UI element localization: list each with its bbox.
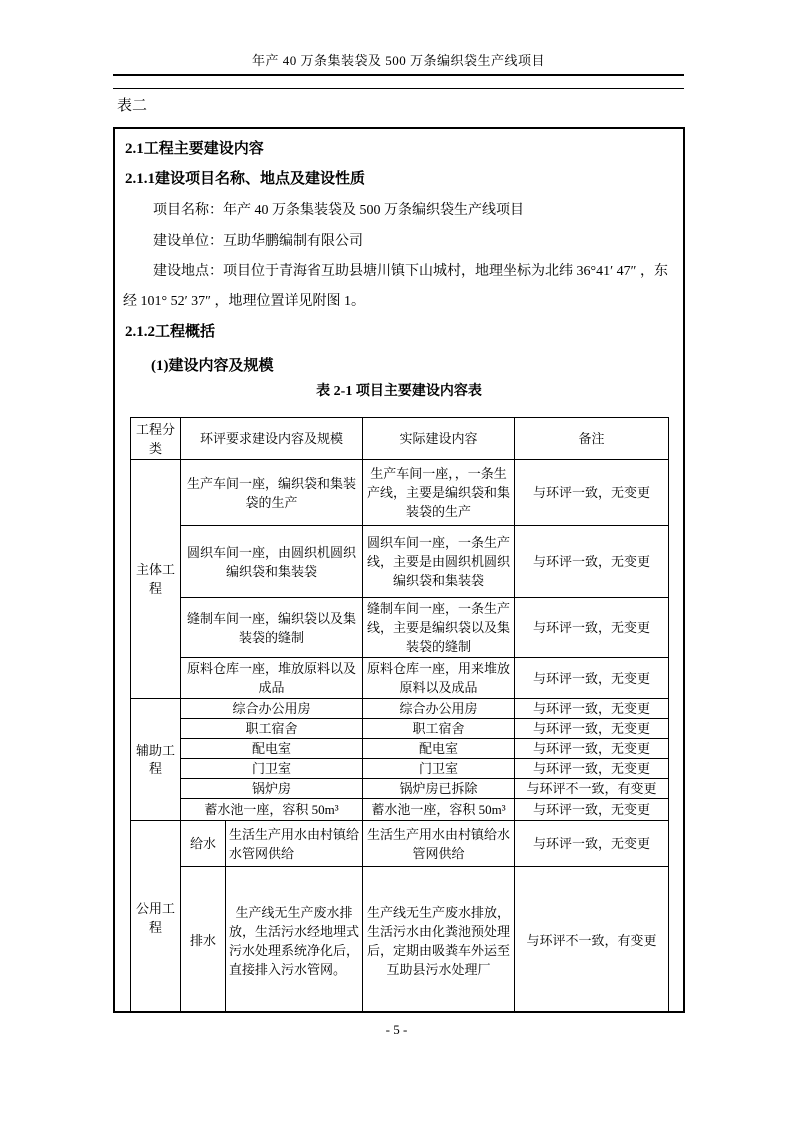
cell-actual: 缝制车间一座，一条生产线，主要是编织袋以及集装袋的缝制: [363, 598, 515, 658]
page-number: - 5 -: [385, 1022, 408, 1037]
cell-actual: 蓄水池一座，容积 50m³: [363, 799, 515, 821]
group-label-main-works: 主体工程: [131, 460, 181, 699]
table-row: [131, 759, 669, 779]
page-header-title: 年产 40 万条集装袋及 500 万条编织袋生产线项目: [251, 53, 545, 68]
content-border-box: [113, 127, 685, 1013]
table-row: [131, 699, 669, 719]
cell-note: 与环评一致，无变更: [515, 658, 669, 699]
cell-note: 与环评不一致，有变更: [515, 867, 669, 1014]
cell-actual: 原料仓库一座，用来堆放原料以及成品: [363, 658, 515, 699]
cell-required: 职工宿舍: [181, 719, 363, 739]
col-header-remark: 备注: [515, 418, 669, 460]
cell-actual: 锅炉房已拆除: [363, 779, 515, 799]
cell-note: 与环评一致，无变更: [515, 699, 669, 719]
col-header-actual: 实际建设内容: [363, 418, 515, 460]
table-row: [131, 526, 669, 598]
cell-actual: 综合办公用房: [363, 699, 515, 719]
cell-note: 与环评一致，无变更: [515, 821, 669, 867]
header-rule-thin: [113, 88, 684, 89]
cell-actual: 门卫室: [363, 759, 515, 779]
cell-note: 与环评一致，无变更: [515, 719, 669, 739]
cell-required: 生产车间一座，编织袋和集装袋的生产: [181, 460, 363, 526]
sub-label-water-supply: 给水: [181, 821, 226, 867]
cell-note: 与环评一致，无变更: [515, 526, 669, 598]
cell-required: 生活生产用水由村镇给水管网供给: [226, 821, 363, 867]
build-location-line: 建设地点：项目位于青海省互助县塘川镇下山城村，地理坐标为北纬 36°41′ 47″ ，东经 101° 52′ 37″ ，地理位置详见附图 1。: [123, 264, 668, 309]
heading-2-1-2: 2.1.2工程概括: [125, 324, 216, 340]
cell-note: 与环评一致，无变更: [515, 739, 669, 759]
table-row: [131, 658, 669, 699]
cell-note: 与环评一致，无变更: [515, 598, 669, 658]
table-row: [131, 719, 669, 739]
cell-required: 配电室: [181, 739, 363, 759]
cell-required: 锅炉房: [181, 779, 363, 799]
table-row: [131, 779, 669, 799]
cell-actual: 配电室: [363, 739, 515, 759]
cell-required: 综合办公用房: [181, 699, 363, 719]
cell-note: 与环评一致，无变更: [515, 759, 669, 779]
heading-2-1: 2.1工程主要建设内容: [125, 141, 264, 157]
cell-note: 与环评不一致，有变更: [515, 779, 669, 799]
table-row: [131, 739, 669, 759]
cell-actual: 生产车间一座，，一条生产线，主要是编织袋和集装袋的生产: [363, 460, 515, 526]
table-row: [131, 460, 669, 526]
cell-required: 缝制车间一座，编织袋以及集装袋的缝制: [181, 598, 363, 658]
sub-label-drainage: 排水: [181, 867, 226, 1014]
cell-required: 圆织车间一座，由圆织机圆织编织袋和集装袋: [181, 526, 363, 598]
table-header-row: [131, 418, 669, 460]
table-row: [131, 821, 669, 867]
cell-required: 原料仓库一座，堆放原料以及成品: [181, 658, 363, 699]
cell-actual: 生活生产用水由村镇给水管网供给: [363, 821, 515, 867]
heading-2-1-1: 2.1.1建设项目名称、地点及建设性质: [125, 171, 366, 187]
group-label-utility-works: 公用工程: [131, 821, 181, 1014]
table-row: [131, 867, 669, 1014]
group-label-auxiliary-works: 辅助工程: [131, 699, 181, 821]
project-name-line: 项目名称：年产 40 万条集装袋及 500 万条编织袋生产线项目: [153, 203, 524, 218]
construction-content-table: [130, 417, 669, 1013]
cell-note: 与环评一致，无变更: [515, 460, 669, 526]
col-header-project-category: 工程分类: [131, 418, 181, 460]
build-unit-line: 建设单位：互助华鹏编制有限公司: [153, 234, 363, 249]
cell-note: 与环评一致，无变更: [515, 799, 669, 821]
cell-required: 蓄水池一座，容积 50m³: [181, 799, 363, 821]
table-2-1-title: 表 2-1 项目主要建设内容表: [316, 384, 482, 399]
table-row: [131, 799, 669, 821]
heading-content-scale: (1)建设内容及规模: [151, 358, 274, 374]
cell-actual: 职工宿舍: [363, 719, 515, 739]
cell-actual: 圆织车间一座，一条生产线，主要是由圆织机圆织编织袋和集装袋: [363, 526, 515, 598]
header-rule-thick: [113, 74, 684, 76]
cell-actual: 生产线无生产废水排放，生活污水由化粪池预处理后，定期由吸粪车外运至互助县污水处理厂: [363, 867, 515, 1014]
table-row: [131, 598, 669, 658]
cell-required: 门卫室: [181, 759, 363, 779]
col-header-eia-required: 环评要求建设内容及规模: [181, 418, 363, 460]
cell-required: 生产线无生产废水排放，生活污水经地埋式污水处理系统净化后，直接排入污水管网。: [226, 867, 363, 1014]
table-two-label: 表二: [117, 98, 148, 114]
